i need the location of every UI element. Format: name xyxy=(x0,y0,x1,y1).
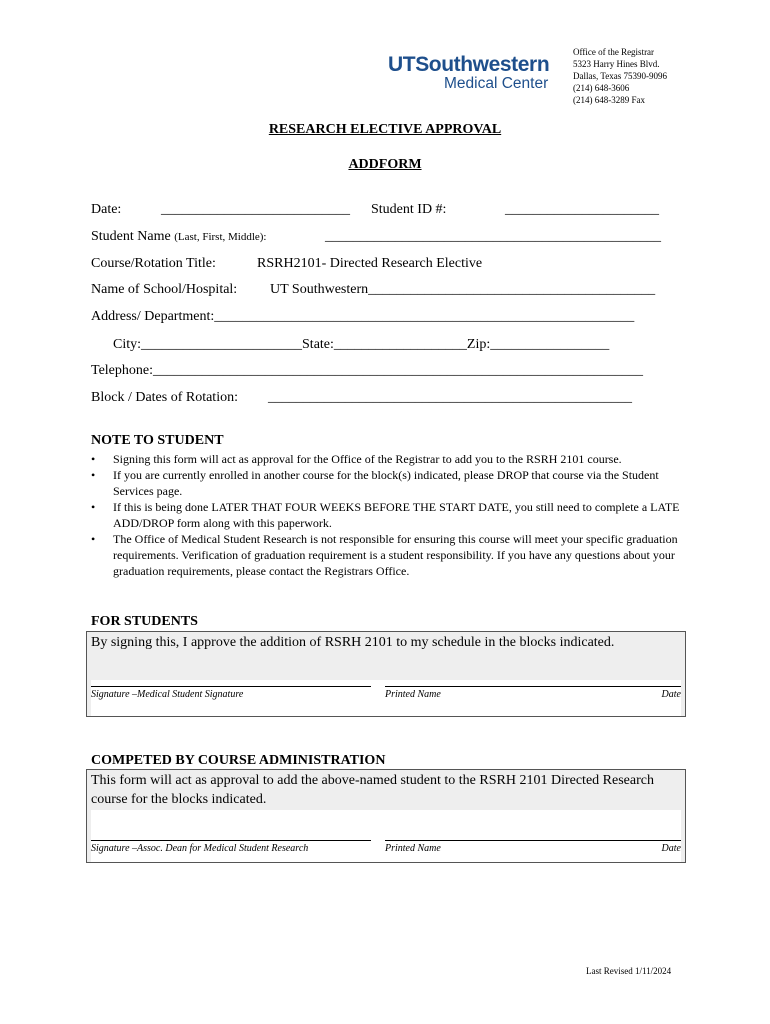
ut-southwestern-logo xyxy=(388,55,549,93)
bullet-icon: • xyxy=(91,532,96,546)
note-list xyxy=(91,451,681,579)
zip-label: Zip: xyxy=(466,337,491,352)
address-line: ____________________________________________________________ xyxy=(214,309,635,324)
address-label: Address/ Department: xyxy=(91,309,215,324)
city-line: _______________________ xyxy=(141,337,303,352)
city-state-zip-row[interactable] xyxy=(113,337,609,353)
address-field[interactable] xyxy=(91,309,634,325)
logo-subtitle: Medical Center xyxy=(444,75,549,92)
student-signature-line[interactable] xyxy=(91,685,371,687)
student-id-field[interactable]: ______________________ xyxy=(505,202,659,217)
telephone-field[interactable] xyxy=(91,363,643,379)
student-name-label-text: Student Name xyxy=(91,229,171,244)
admin-printed-name-line[interactable] xyxy=(385,839,681,841)
admin-date-caption: Date xyxy=(661,843,681,854)
admin-signature-box xyxy=(86,769,686,863)
admin-approval-text: This form will act as approval to add the above-named student to the RSRH 2101 Directed Research course for the blocks indicated. xyxy=(91,773,654,807)
date-field[interactable]: ___________________________ xyxy=(161,202,350,217)
telephone-line: ______________________________________________________________________ xyxy=(153,363,643,378)
admin-signature-line[interactable] xyxy=(91,839,371,841)
student-name-label xyxy=(91,229,267,245)
note-text: If you are currently enrolled in another course for the block(s) indicated, please DROP that course via the Student Services page. xyxy=(113,468,659,498)
address-line: Dallas, Texas 75390-9096 xyxy=(573,71,667,81)
student-date-caption: Date xyxy=(661,689,681,700)
note-item xyxy=(91,467,681,499)
bullet-icon: • xyxy=(91,500,96,514)
revision-date: Last Revised 1/11/2024 xyxy=(586,966,672,976)
student-approval-text: By signing this, I approve the addition of RSRH 2101 to my schedule in the blocks indicated. xyxy=(91,635,615,650)
address-line: (214) 648-3289 Fax xyxy=(573,95,645,105)
admin-signature-caption: Signature –Assoc. Dean for Medical Student Research xyxy=(91,843,309,854)
state-line: ___________________ xyxy=(333,337,467,352)
course-value: RSRH2101- Directed Research Elective xyxy=(257,256,483,271)
student-signature-box xyxy=(86,631,686,717)
address-line: 5323 Harry Hines Blvd. xyxy=(573,59,660,69)
city-label: City: xyxy=(113,337,142,352)
school-value: UT Southwestern xyxy=(270,282,369,297)
block-label: Block / Dates of Rotation: xyxy=(91,390,238,405)
registrar-address xyxy=(573,46,667,106)
note-text: Signing this form will act as approval for the Office of the Registrar to add you to the RSRH 2101 course. xyxy=(113,452,622,466)
course-label: Course/Rotation Title: xyxy=(91,256,216,271)
state-label: State: xyxy=(302,337,334,352)
school-line: _________________________________________ xyxy=(368,282,656,297)
note-item xyxy=(91,531,681,579)
note-item xyxy=(91,499,681,531)
note-text: If this is being done LATER THAT FOUR WEEKS BEFORE THE START DATE, you still need to complete a LATE ADD/DROP form along with this paperwork. xyxy=(113,500,680,530)
bullet-icon: • xyxy=(91,452,96,466)
zip-line: _________________ xyxy=(490,337,610,352)
address-line: Office of the Registrar xyxy=(573,47,655,57)
student-printed-name-caption: Printed Name xyxy=(385,689,441,700)
school-field[interactable] xyxy=(270,282,655,298)
admin-printed-name-caption: Printed Name xyxy=(385,843,441,854)
course-admin-heading: COMPETED BY COURSE ADMINISTRATION xyxy=(91,753,386,768)
student-signature-caption: Signature –Medical Student Signature xyxy=(91,689,244,700)
student-name-field[interactable]: ________________________________________________ xyxy=(325,229,661,244)
block-field[interactable]: ____________________________________________________ xyxy=(268,390,632,405)
logo-wordmark: UTSouthwestern xyxy=(388,53,550,76)
form-title: RESEARCH ELECTIVE APPROVAL xyxy=(268,122,502,137)
address-line: (214) 648-3606 xyxy=(573,83,630,93)
note-heading: NOTE TO STUDENT xyxy=(91,433,224,448)
note-text: The Office of Medical Student Research is not responsible for ensuring this course will meet your specific graduation requirements. Verification of graduation requirement is a student responsibility. If you have any questions about your graduation requirements, please contact the Registrars Office. xyxy=(113,532,678,578)
note-item xyxy=(91,451,681,467)
for-students-heading: FOR STUDENTS xyxy=(91,614,198,629)
student-id-label: Student ID #: xyxy=(371,202,447,217)
bullet-icon: • xyxy=(91,468,96,482)
student-name-hint: (Last, First, Middle): xyxy=(174,231,267,243)
form-subtitle: ADDFORM xyxy=(348,157,422,172)
student-printed-name-line[interactable] xyxy=(385,685,681,687)
signature-area xyxy=(91,810,681,862)
school-label: Name of School/Hospital: xyxy=(91,282,238,297)
telephone-label: Telephone: xyxy=(91,363,153,378)
date-label: Date: xyxy=(91,202,122,217)
